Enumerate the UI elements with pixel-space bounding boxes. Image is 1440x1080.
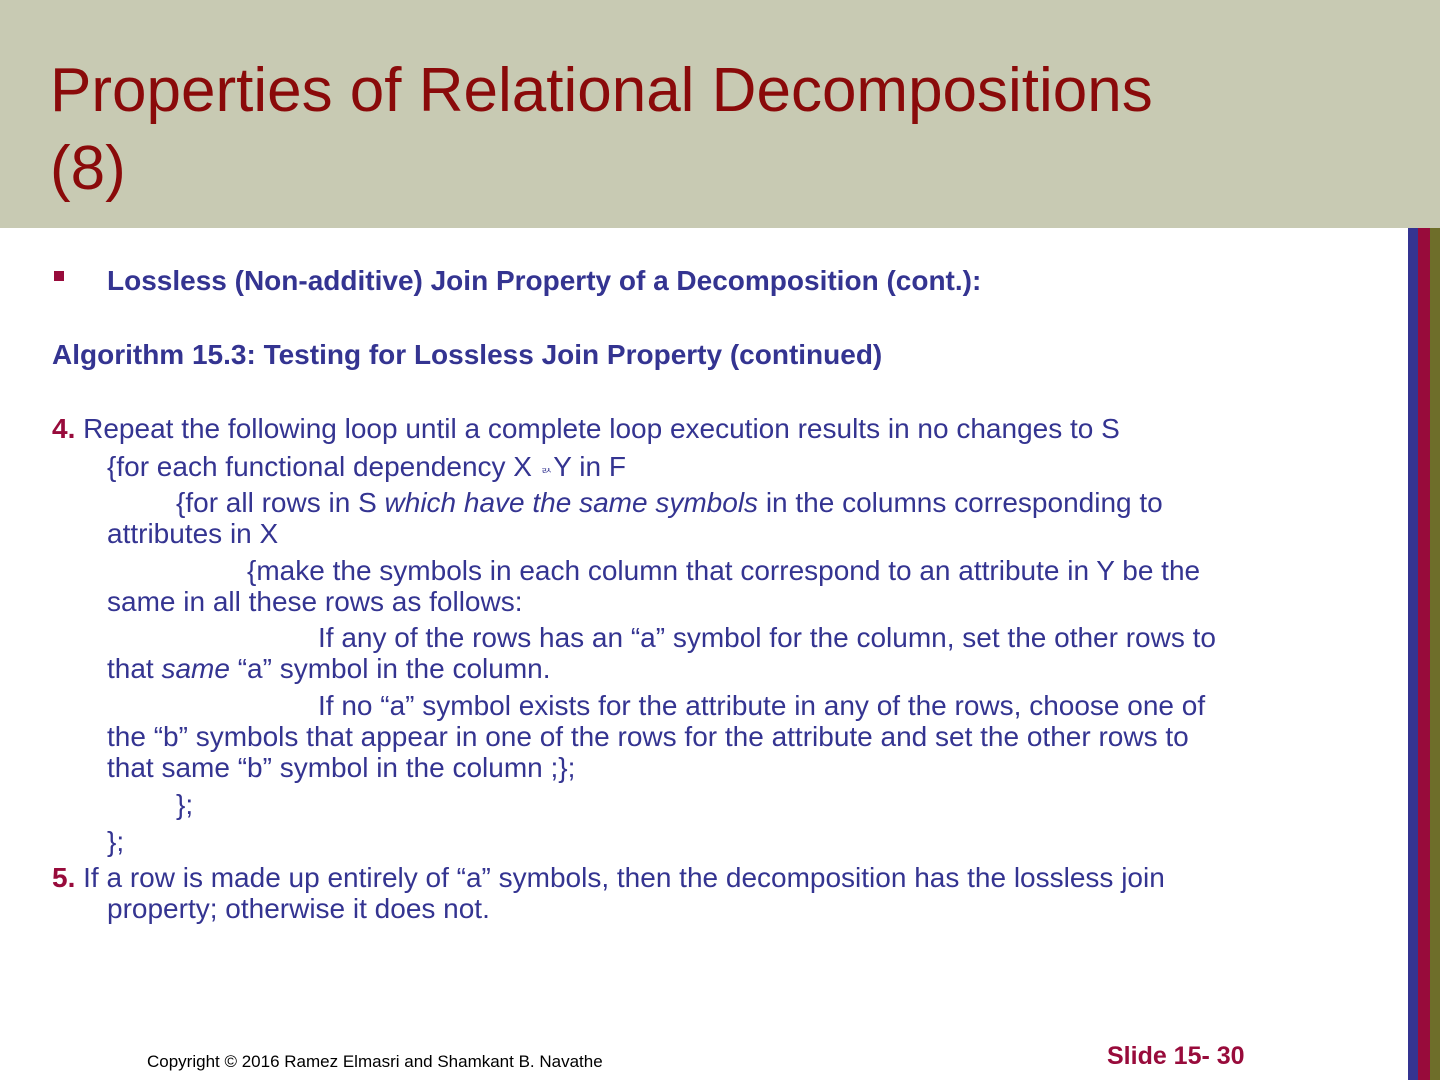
loop-line-4-cont bbox=[107, 653, 551, 684]
loop-line-2 bbox=[176, 487, 1163, 518]
loop-line-2-cont: attributes in X bbox=[107, 518, 279, 549]
loop-line-2-italic: which have the same symbols bbox=[384, 487, 759, 518]
loop-line-1 bbox=[107, 451, 626, 491]
loop-line-1-text: {for each functional dependency X bbox=[107, 451, 540, 482]
step-4-number: 4. bbox=[52, 413, 76, 444]
decorative-stripe-red bbox=[1418, 228, 1430, 1080]
loop-line-3-cont: same in all these rows as follows: bbox=[107, 586, 523, 617]
loop-line-1-text-end: Y in F bbox=[553, 451, 626, 482]
title-banner bbox=[0, 0, 1440, 228]
loop-line-5-cont: the “b” symbols that appear in one of the rows for the attribute and set the other rows to bbox=[107, 721, 1189, 752]
loop-line-3: {make the symbols in each column that correspond to an attribute in Y be the bbox=[247, 555, 1201, 586]
step-5-text: If a row is made up entirely of “a” symbols, then the decomposition has the lossless join bbox=[75, 862, 1165, 893]
loop-line-5-cont2: that same “b” symbol in the column ;}; bbox=[107, 752, 576, 783]
loop-line-2-text-end: in the columns corresponding to bbox=[758, 487, 1163, 518]
decorative-stripe-olive bbox=[1430, 228, 1440, 1080]
bullet-heading: Lossless (Non-additive) Join Property of a Decomposition (cont.): bbox=[107, 265, 982, 296]
functional-dependency-arrow-icon: ᄅᄉ bbox=[539, 467, 554, 483]
loop-line-2-text: {for all rows in S bbox=[176, 487, 385, 518]
step-4-text: Repeat the following loop until a complete loop execution results in no changes to S bbox=[75, 413, 1120, 444]
slide-title-line2: (8) bbox=[50, 134, 126, 203]
copyright-footer: Copyright © 2016 Ramez Elmasri and Shamkant B. Navathe bbox=[147, 1052, 603, 1071]
step-5-number: 5. bbox=[52, 862, 76, 893]
step-5 bbox=[52, 862, 1165, 893]
slide-title bbox=[50, 52, 1153, 208]
square-bullet-icon bbox=[54, 271, 64, 281]
loop-line-4: If any of the rows has an “a” symbol for the column, set the other rows to bbox=[318, 622, 1216, 653]
slide-title-line1: Properties of Relational Decompositions bbox=[50, 56, 1153, 125]
slide-number: Slide 15- 30 bbox=[1107, 1042, 1245, 1070]
loop-line-5: If no “a” symbol exists for the attribute in any of the rows, choose one of bbox=[318, 690, 1206, 721]
loop-line-4-text: that bbox=[107, 653, 162, 684]
loop-line-4-text-end: “a” symbol in the column. bbox=[229, 653, 551, 684]
algorithm-heading: Algorithm 15.3: Testing for Lossless Join Property (continued) bbox=[52, 339, 883, 370]
closing-brace-outer: }; bbox=[107, 826, 125, 857]
step-5-cont: property; otherwise it does not. bbox=[107, 893, 490, 924]
decorative-stripe-blue bbox=[1408, 228, 1418, 1080]
closing-brace-inner: }; bbox=[176, 789, 194, 820]
loop-line-4-italic: same bbox=[161, 653, 230, 684]
step-4 bbox=[52, 413, 1120, 444]
